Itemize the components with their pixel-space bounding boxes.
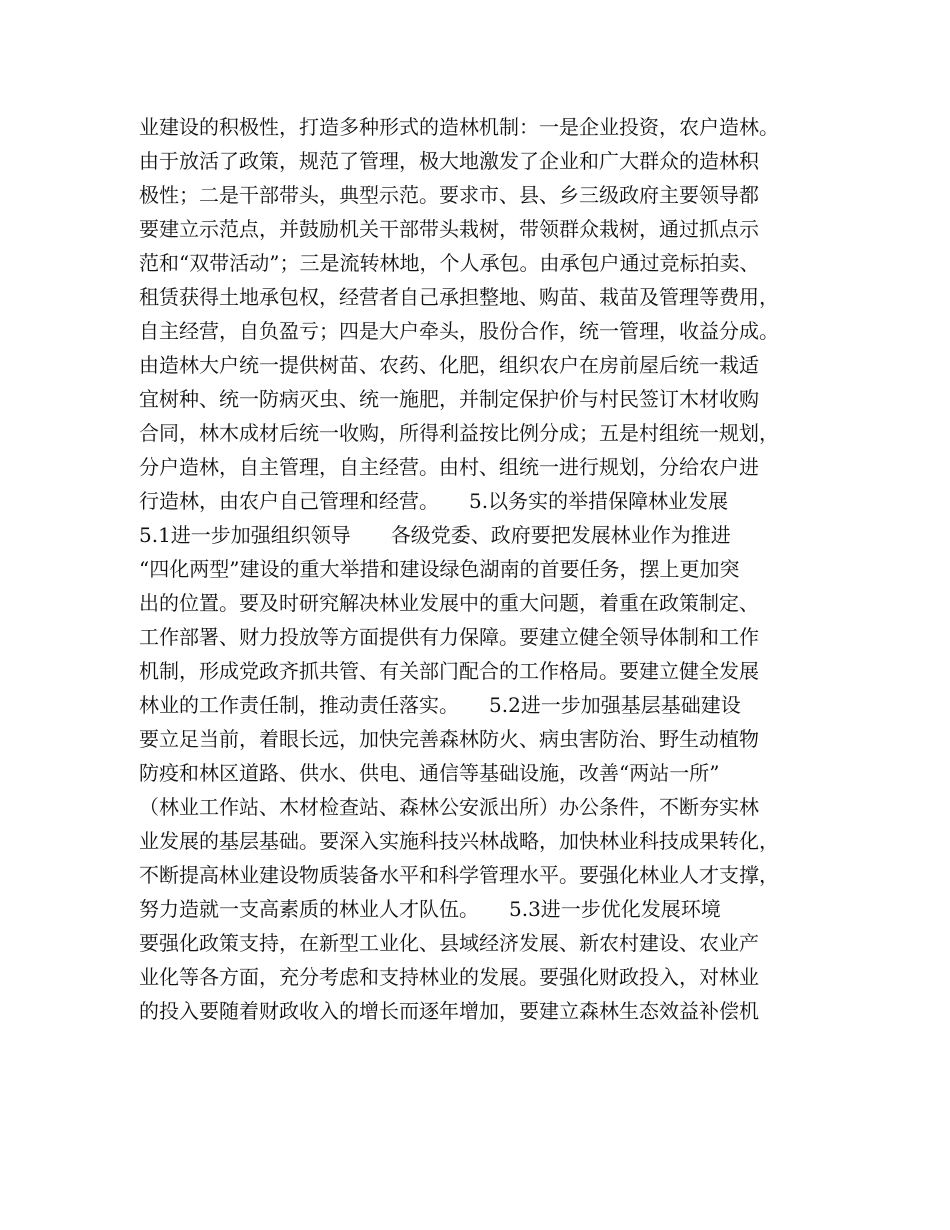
text-line: 机制，形成党政齐抓共管、有关部门配合的工作格局。要建立健全发展	[139, 659, 759, 683]
text-line: （林业工作站、木材检查站、森林公安派出所）办公条件，不断夯实林	[139, 795, 759, 819]
text-line: 自主经营，自负盈亏；四是大户牵头，股份合作，统一管理，收益分成。	[139, 319, 779, 343]
text-line: 分户造林，自主管理，自主经营。由村、组统一进行规划，分给农户进	[139, 455, 759, 479]
text-line: 出的位置。要及时研究解决林业发展中的重大问题，着重在政策制定、	[139, 591, 759, 615]
text-line: 由造林大户统一提供树苗、农药、化肥，组织农户在房前屋后统一栽适	[139, 353, 759, 377]
text-line: 业发展的基层基础。要深入实施科技兴林战略，加快林业科技成果转化，	[139, 829, 779, 853]
body-text	[139, 110, 839, 1028]
text-line: 业化等各方面，充分考虑和支持林业的发展。要强化财政投入，对林业	[139, 965, 759, 989]
text-line: 工作部署、财力投放等方面提供有力保障。要建立健全领导体制和工作	[139, 625, 759, 649]
text-line: 宜树种、统一防病灭虫、统一施肥，并制定保护价与村民签订木材收购	[139, 387, 759, 411]
text-line: 要立足当前，着眼长远，加快完善森林防火、病虫害防治、野生动植物	[139, 727, 759, 751]
text-line: 业建设的积极性，打造多种形式的造林机制：一是企业投资，农户造林。	[139, 115, 779, 139]
text-line: 努力造就一支高素质的林业人才队伍。 5.3进一步优化发展环境	[139, 897, 721, 921]
text-line: 不断提高林业建设物质装备水平和科学管理水平。要强化林业人才支撑，	[139, 863, 779, 887]
text-line: 由于放活了政策，规范了管理，极大地激发了企业和广大群众的造林积	[139, 149, 759, 173]
text-line: 防疫和林区道路、供水、供电、通信等基础设施，改善“两站一所”	[139, 761, 720, 785]
text-line: 合同，林木成材后统一收购，所得利益按比例分成；五是村组统一规划，	[139, 421, 779, 445]
text-line: 要建立示范点，并鼓励机关干部带头栽树，带领群众栽树，通过抓点示	[139, 217, 759, 241]
text-line: 5.1进一步加强组织领导 各级党委、政府要把发展林业作为推进	[139, 523, 731, 547]
text-line: 要强化政策支持，在新型工业化、县域经济发展、新农村建设、农业产	[139, 931, 759, 955]
text-line: “四化两型”建设的重大举措和建设绿色湖南的首要任务，摆上更加突	[139, 557, 740, 581]
text-line: 极性；二是干部带头，典型示范。要求市、县、乡三级政府主要领导都	[139, 183, 759, 207]
text-line: 行造林，由农户自己管理和经营。 5.以务实的举措保障林业发展	[139, 489, 729, 513]
text-line: 林业的工作责任制，推动责任落实。 5.2进一步加强基层基础建设	[139, 693, 741, 717]
text-line: 租赁获得土地承包权，经营者自己承担整地、购苗、栽苗及管理等费用，	[139, 285, 779, 309]
text-line: 的投入要随着财政收入的增长而逐年增加，要建立森林生态效益补偿机	[139, 999, 759, 1023]
text-line: 范和“双带活动”；三是流转林地，个人承包。由承包户通过竞标拍卖、	[139, 251, 760, 275]
